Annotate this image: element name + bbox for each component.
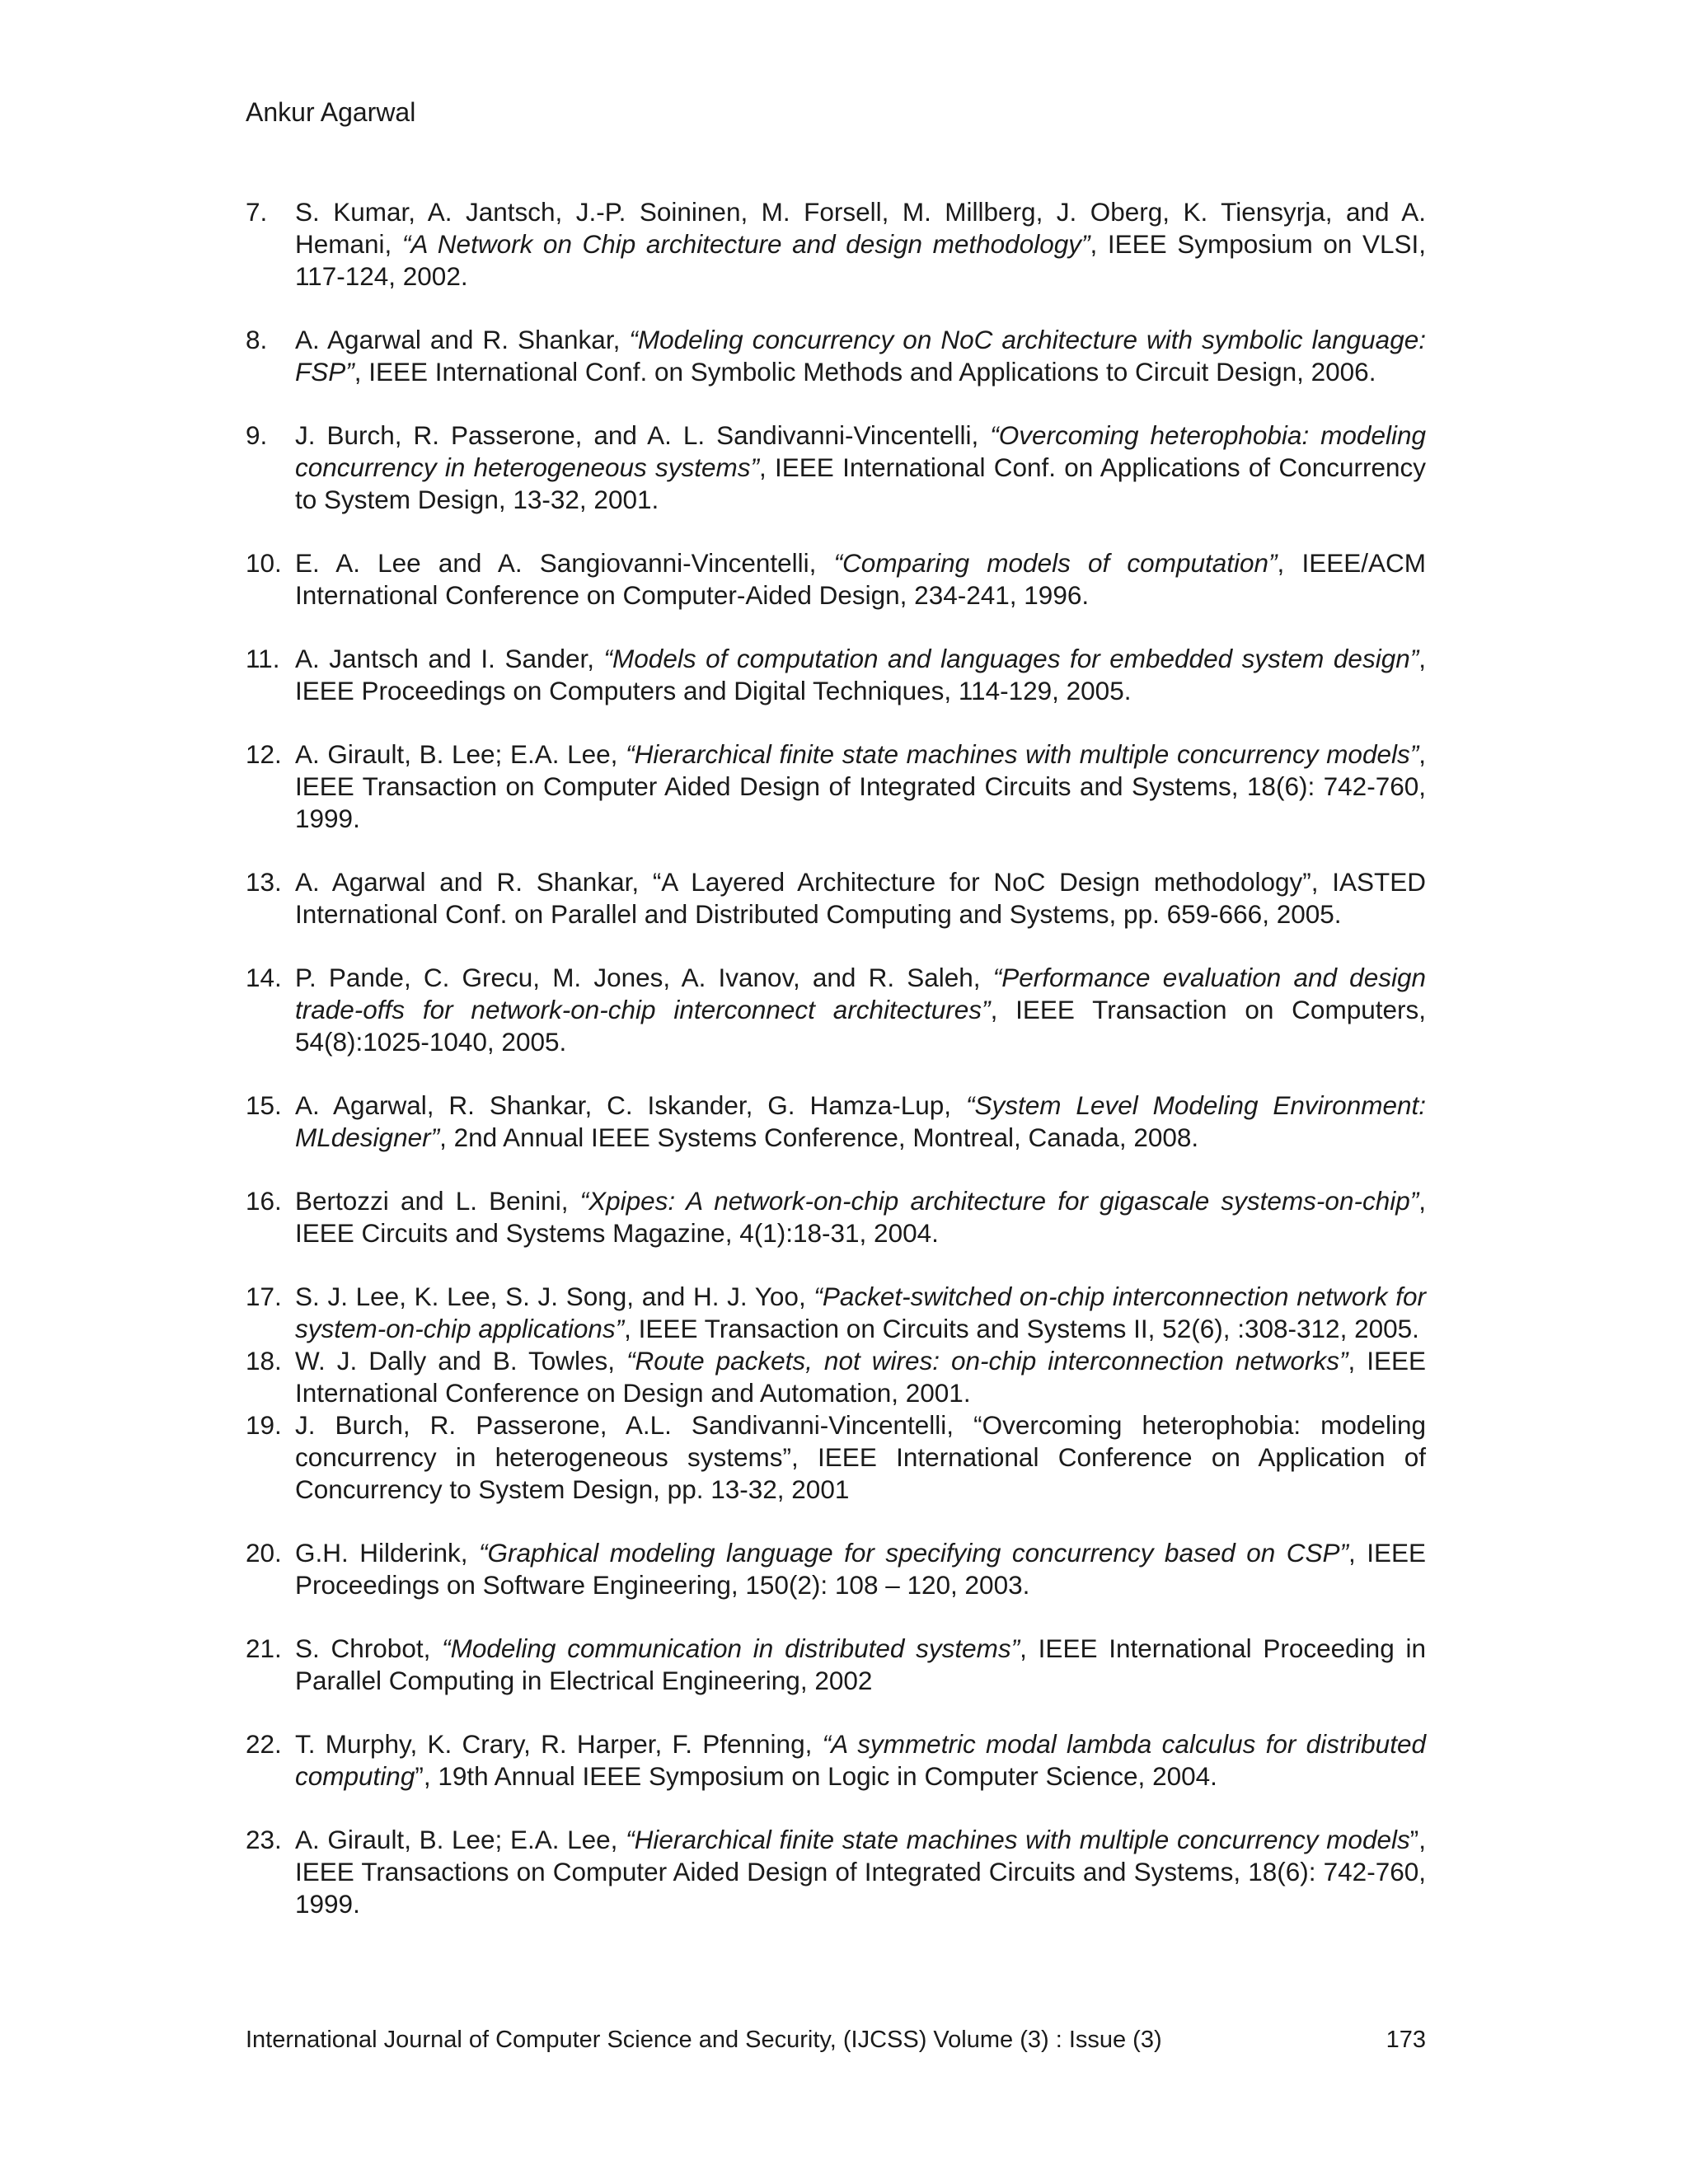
reference-authors: E. A. Lee and A. Sangiovanni-Vincentelli, — [295, 548, 834, 578]
reference-authors: J. Burch, R. Passerone, A.L. Sandivanni-Vincentelli, “Overcoming heterophobia: modeling concurrency in heterogeneous systems”, IEEE International Conference on Application of Concurrency to System Design, pp. 13-32, 2001 — [295, 1410, 1426, 1504]
reference-item — [246, 324, 1426, 388]
reference-number: 9. — [246, 420, 268, 450]
reference-title: “Packet-switched on-chip interconnection network for system-on-chip applications” — [295, 1282, 1426, 1343]
running-header-author: Ankur Agarwal — [246, 97, 416, 127]
reference-number: 16. — [246, 1186, 282, 1216]
reference-title: “Route packets, not wires: on-chip interconnection networks” — [626, 1346, 1348, 1376]
reference-number: 17. — [246, 1282, 282, 1311]
page-number: 173 — [1386, 2027, 1426, 2053]
reference-title: “Modeling communication in distributed systems” — [442, 1633, 1020, 1663]
reference-venue: , IEEE International Conference on Design and Automation, 2001. — [295, 1346, 1427, 1408]
reference-title: “Comparing models of computation” — [833, 548, 1278, 578]
reference-title: “Performance evaluation and design trade-offs for network-on-chip interconnect architectures” — [295, 963, 1426, 1024]
reference-item — [246, 1185, 1426, 1249]
reference-number: 8. — [246, 325, 268, 354]
reference-item — [246, 1345, 1426, 1409]
reference-authors: S. Kumar, A. Jantsch, J.-P. Soininen, M. Forsell, M. Millberg, J. Oberg, K. Tiensyrja, and A. Hemani, — [295, 197, 1426, 259]
footer-journal-name: International Journal of Computer Science and Security, (IJCSS) Volume (3) : Issue (3) — [246, 2027, 1162, 2053]
reference-authors: A. Girault, B. Lee; E.A. Lee, — [295, 739, 626, 769]
reference-number: 14. — [246, 963, 282, 992]
reference-number: 18. — [246, 1346, 282, 1376]
reference-venue: ”, IEEE Transactions on Computer Aided Design of Integrated Circuits and Systems, 18(6): 742-760, 1999. — [295, 1825, 1426, 1919]
reference-authors: S. J. Lee, K. Lee, S. J. Song, and H. J. Yoo, — [295, 1282, 814, 1311]
reference-item — [246, 1281, 1426, 1345]
reference-title: “Hierarchical finite state machines with multiple concurrency models — [626, 1825, 1410, 1854]
reference-number: 21. — [246, 1633, 282, 1663]
reference-venue: , IEEE Transaction on Computers, 54(8):1025-1040, 2005. — [295, 995, 1426, 1057]
reference-venue: , IEEE International Proceeding in Parallel Computing in Electrical Engineering, 2002 — [295, 1633, 1426, 1695]
reference-authors: G.H. Hilderink, — [295, 1538, 479, 1568]
reference-venue: , IEEE/ACM International Conference on Computer-Aided Design, 234-241, 1996. — [295, 548, 1426, 610]
reference-authors: A. Agarwal and R. Shankar, “A Layered Architecture for NoC Design methodology”, IASTED International Conf. on Parallel and Distributed Computing and Systems, pp. 659-666, 2005. — [295, 867, 1426, 929]
reference-number: 11. — [246, 644, 280, 673]
reference-venue: , 2nd Annual IEEE Systems Conference, Montreal, Canada, 2008. — [439, 1122, 1199, 1152]
reference-title: “A symmetric modal lambda calculus for distributed computing — [295, 1729, 1426, 1791]
reference-item — [246, 1728, 1426, 1793]
reference-title: “Hierarchical finite state machines with multiple concurrency models” — [626, 739, 1419, 769]
reference-venue: , IEEE Transaction on Computer Aided Design of Integrated Circuits and Systems, 18(6): 742-760, 1999. — [295, 739, 1426, 833]
reference-number: 10. — [246, 548, 282, 578]
reference-title: “Models of computation and languages for embedded system design” — [603, 644, 1419, 673]
reference-venue: , IEEE Proceedings on Computers and Digital Techniques, 114-129, 2005. — [295, 644, 1426, 705]
reference-item — [246, 1090, 1426, 1154]
reference-number: 12. — [246, 739, 282, 769]
reference-number: 7. — [246, 197, 268, 227]
reference-venue: , IEEE Proceedings on Software Engineering, 150(2): 108 – 120, 2003. — [295, 1538, 1426, 1600]
reference-authors: A. Jantsch and I. Sander, — [295, 644, 604, 673]
reference-item — [246, 1824, 1426, 1920]
reference-item — [246, 643, 1426, 707]
reference-venue: , IEEE Symposium on VLSI, 117-124, 2002. — [295, 229, 1427, 291]
reference-number: 22. — [246, 1729, 282, 1759]
reference-title: “Xpipes: A network-on-chip architecture for gigascale systems-on-chip” — [579, 1186, 1419, 1216]
reference-item — [246, 1537, 1426, 1601]
reference-authors: T. Murphy, K. Crary, R. Harper, F. Pfenning, — [295, 1729, 823, 1759]
reference-title: “Graphical modeling language for specifying concurrency based on CSP” — [478, 1538, 1348, 1568]
reference-authors: A. Agarwal, R. Shankar, C. Iskander, G. Hamza-Lup, — [295, 1090, 966, 1120]
reference-item — [246, 738, 1426, 835]
reference-venue: , IEEE Transaction on Circuits and Systems II, 52(6), :308-312, 2005. — [624, 1314, 1419, 1343]
reference-list — [246, 196, 1426, 1952]
reference-item — [246, 196, 1426, 293]
reference-item — [246, 547, 1426, 612]
reference-authors: Bertozzi and L. Benini, — [295, 1186, 580, 1216]
reference-number: 19. — [246, 1410, 282, 1440]
reference-title: “Modeling concurrency on NoC architecture with symbolic language: FSP” — [295, 325, 1426, 387]
reference-authors: P. Pande, C. Grecu, M. Jones, A. Ivanov, and R. Saleh, — [295, 963, 993, 992]
reference-venue: , IEEE International Conf. on Applications of Concurrency to System Design, 13-32, 2001. — [295, 452, 1426, 514]
reference-item — [246, 866, 1426, 930]
reference-title: “Overcoming heterophobia: modeling concurrency in heterogeneous systems” — [295, 420, 1427, 482]
reference-number: 20. — [246, 1538, 282, 1568]
reference-item — [246, 962, 1426, 1058]
reference-number: 13. — [246, 867, 282, 897]
reference-authors: A. Agarwal and R. Shankar, — [295, 325, 630, 354]
reference-authors: W. J. Dally and B. Towles, — [295, 1346, 627, 1376]
reference-authors: A. Girault, B. Lee; E.A. Lee, — [295, 1825, 626, 1854]
reference-title: “System Level Modeling Environment: MLdesigner” — [295, 1090, 1426, 1152]
reference-title: “A Network on Chip architecture and design methodology” — [401, 229, 1090, 259]
reference-number: 23. — [246, 1825, 282, 1854]
reference-venue: , IEEE Circuits and Systems Magazine, 4(1):18-31, 2004. — [295, 1186, 1426, 1248]
reference-item — [246, 419, 1426, 516]
reference-venue: ”, 19th Annual IEEE Symposium on Logic in Computer Science, 2004. — [415, 1761, 1217, 1791]
reference-authors: S. Chrobot, — [295, 1633, 443, 1663]
reference-authors: J. Burch, R. Passerone, and A. L. Sandivanni-Vincentelli, — [295, 420, 991, 450]
reference-number: 15. — [246, 1090, 282, 1120]
reference-item — [246, 1633, 1426, 1697]
reference-venue: , IEEE International Conf. on Symbolic Methods and Applications to Circuit Design, 2006. — [354, 357, 1376, 387]
reference-item — [246, 1409, 1426, 1506]
